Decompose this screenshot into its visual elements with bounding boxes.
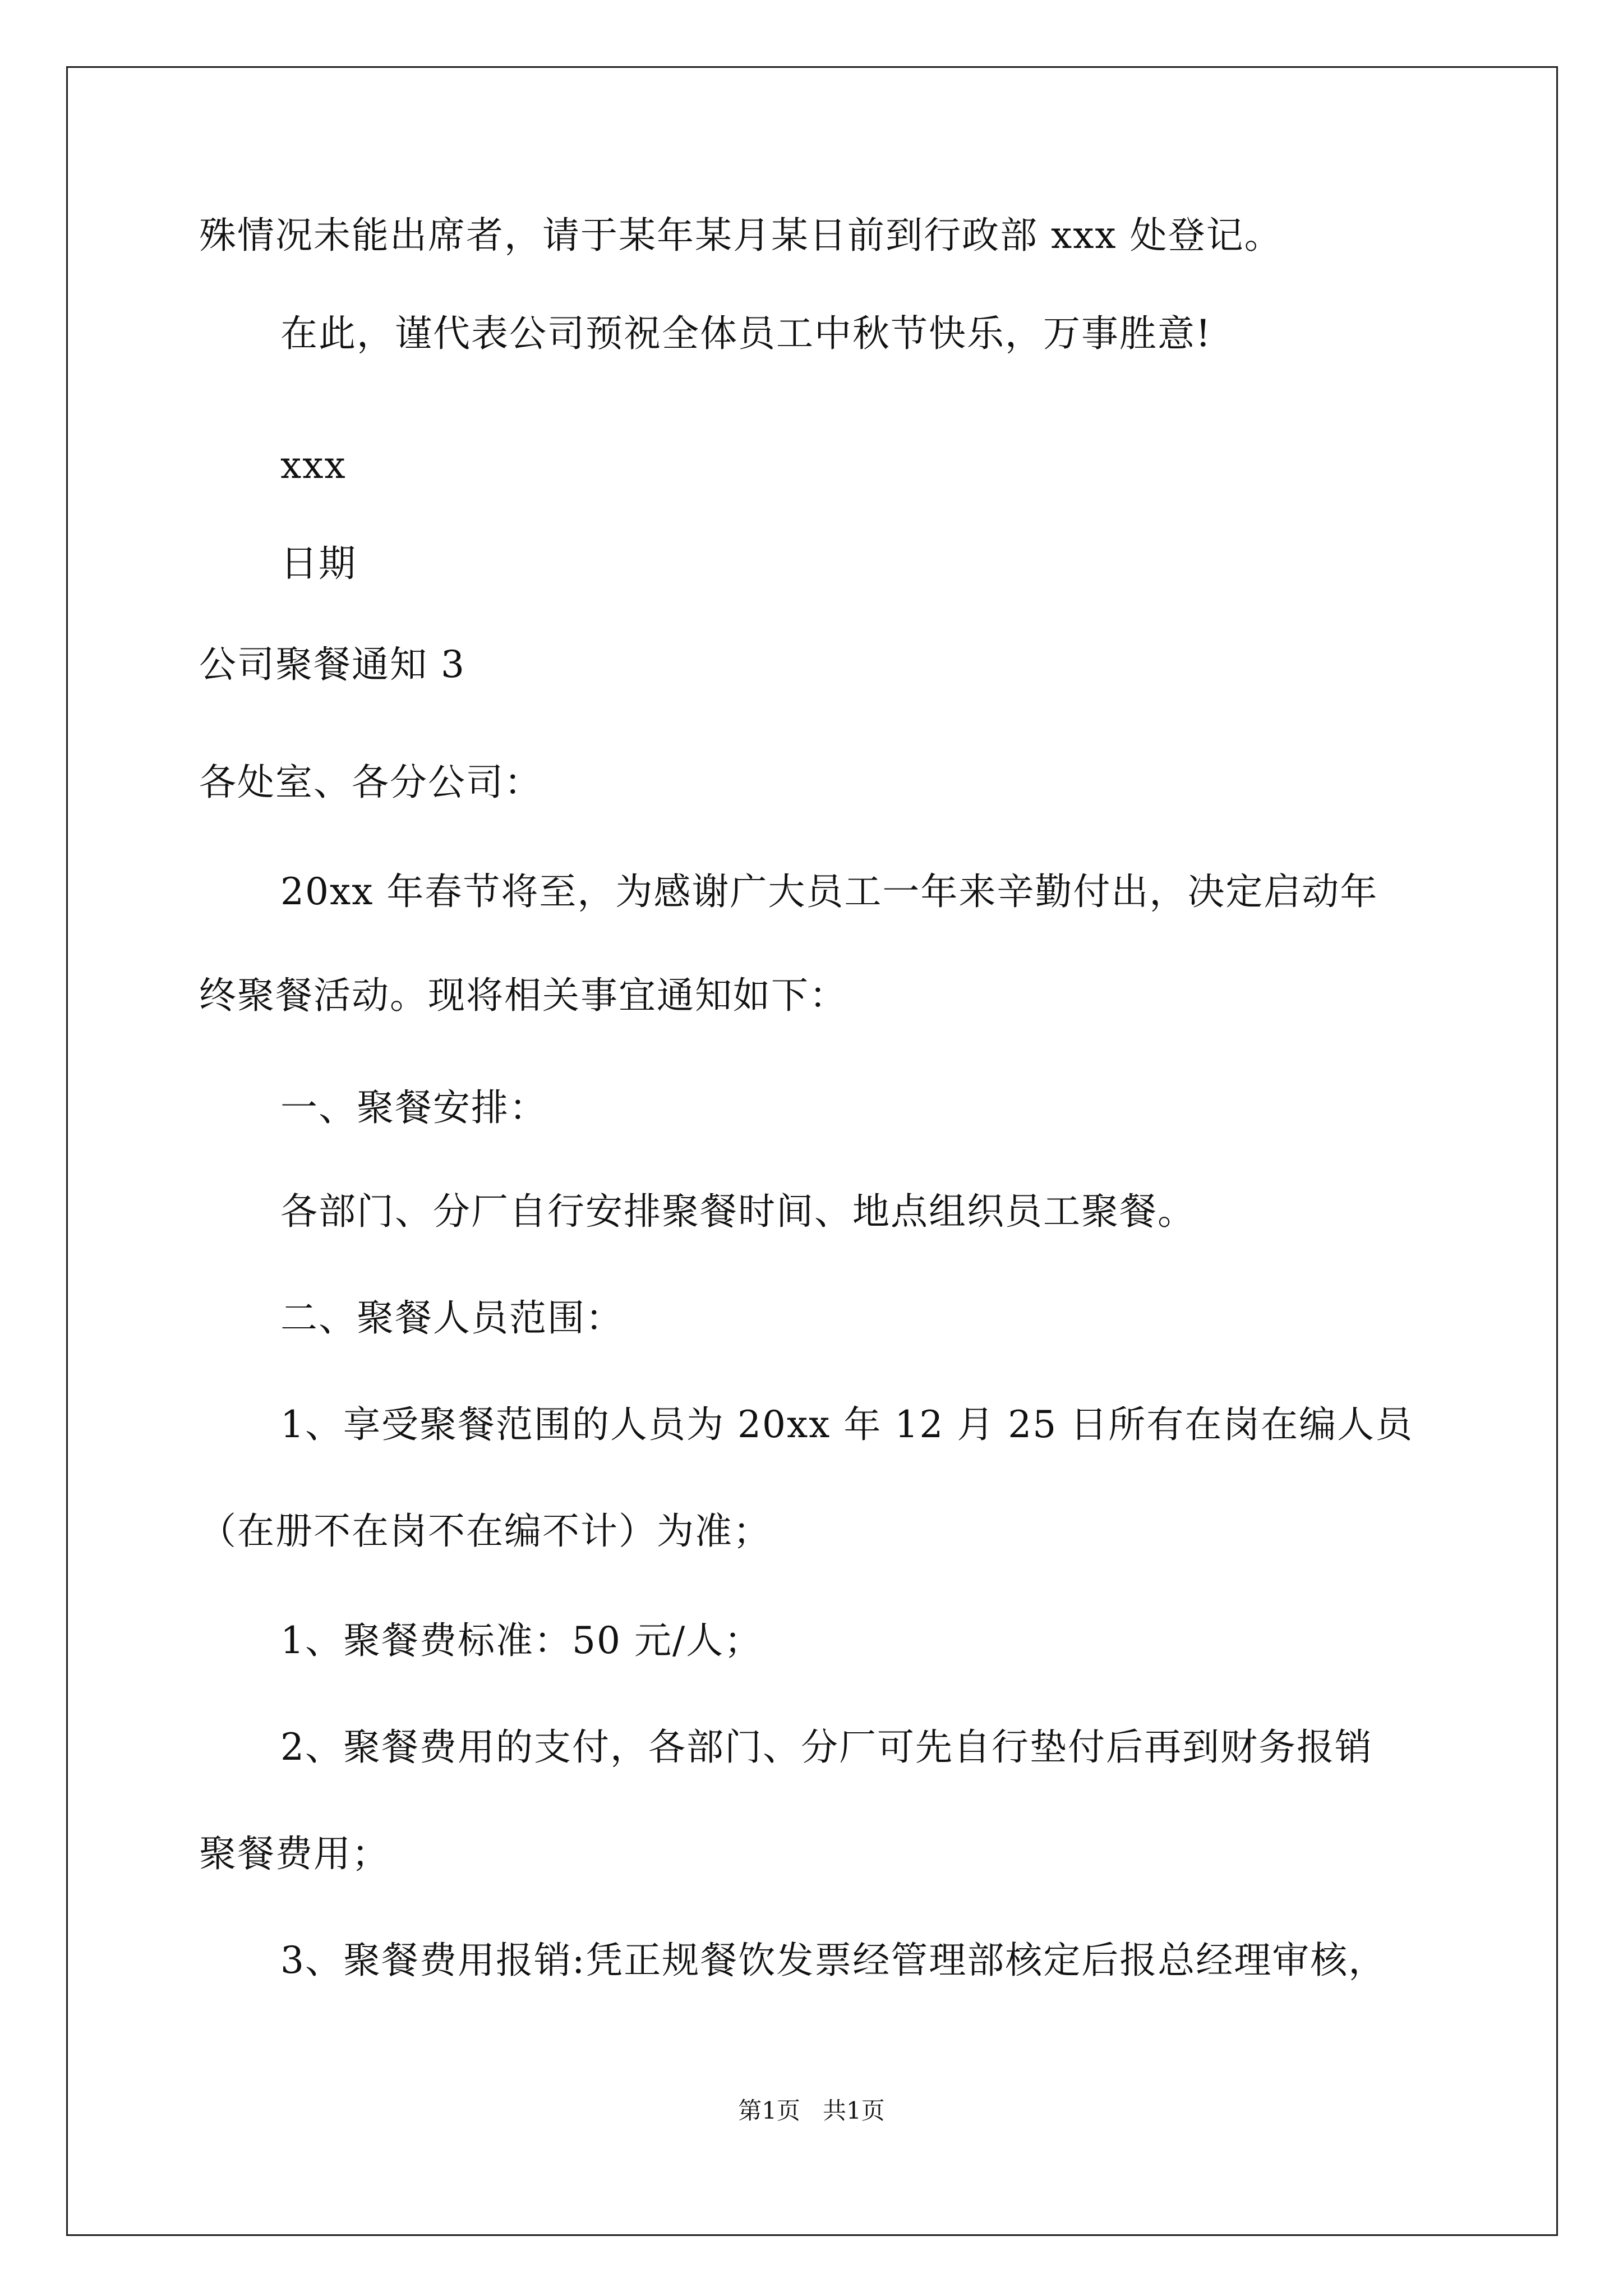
- text-line: 2、聚餐费用的支付，各部门、分厂可先自行垫付后再到财务报销: [280, 1726, 1373, 1769]
- item-heading: 二、聚餐人员范围：: [280, 1296, 624, 1340]
- signature-date: 日期: [280, 542, 357, 585]
- signature-name: xxx: [280, 444, 347, 487]
- section-heading: 公司聚餐通知 3: [199, 643, 465, 686]
- item-heading: 一、聚餐安排：: [280, 1086, 547, 1129]
- page-border: [66, 66, 1558, 2236]
- text-line: 在此，谨代表公司预祝全体员工中秋节快乐，万事胜意!: [280, 312, 1212, 355]
- text-line: 1、聚餐费标准：50 元/人；: [280, 1619, 763, 1662]
- text-line: 3、聚餐费用报销:凭正规餐饮发票经管理部核定后报总经理审核，: [280, 1939, 1387, 1982]
- text-line: 各部门、分厂自行安排聚餐时间、地点组织员工聚餐。: [280, 1190, 1196, 1233]
- text-line: 1、享受聚餐范围的人员为 20xx 年 12 月 25 日所有在岗在编人员: [280, 1403, 1414, 1446]
- text-line: 20xx 年春节将至，为感谢广大员工一年来辛勤付出，决定启动年: [280, 870, 1378, 913]
- text-line: 终聚餐活动。现将相关事宜通知如下：: [199, 974, 847, 1017]
- salutation: 各处室、各分公司：: [199, 761, 542, 804]
- page-number: 第1页 共1页: [738, 2097, 885, 2124]
- text-line: （在册不在岗不在编不计）为准；: [199, 1510, 771, 1553]
- text-line: 聚餐费用；: [199, 1832, 390, 1875]
- text-line: 殊情况未能出席者，请于某年某月某日前到行政部 xxx 处登记。: [199, 214, 1283, 257]
